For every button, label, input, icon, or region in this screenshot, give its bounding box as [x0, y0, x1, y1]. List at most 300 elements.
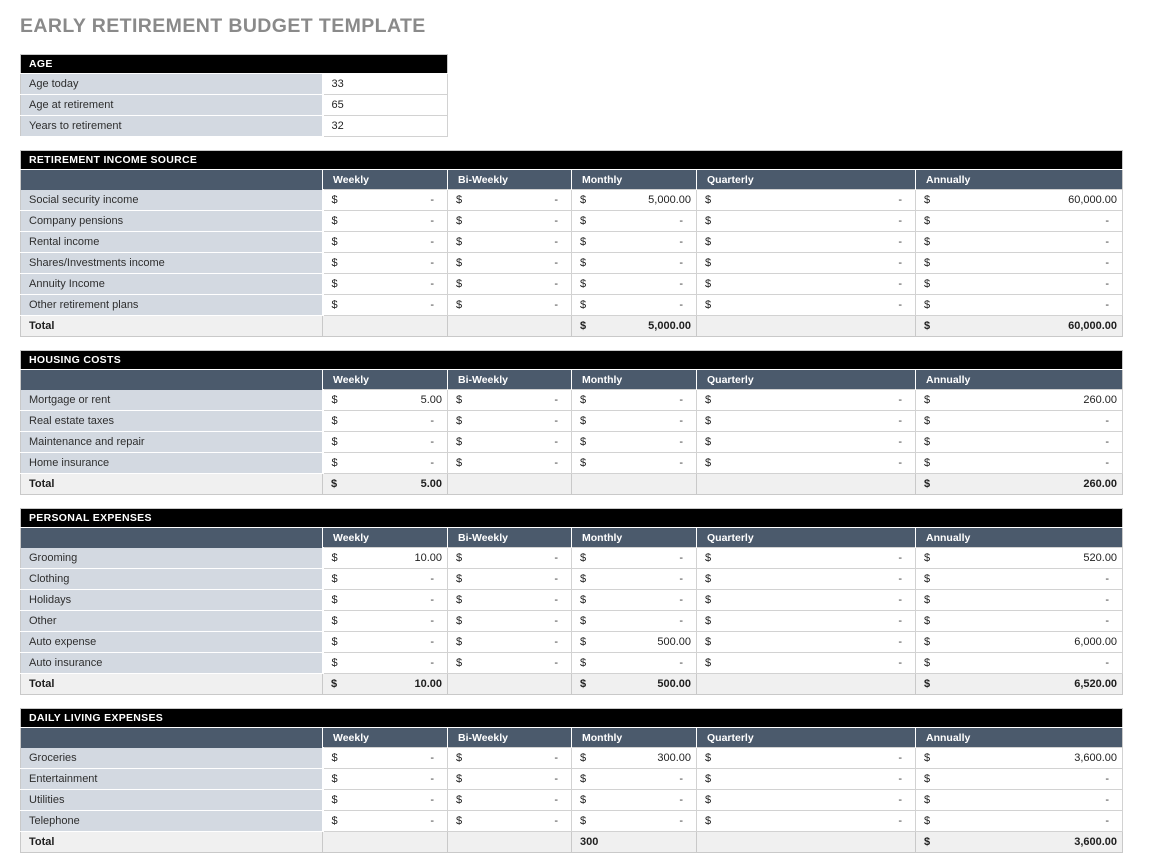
amount-value: 10.00 [414, 678, 442, 690]
age-table-body [21, 55, 448, 137]
amount-cell-annually[interactable] [916, 548, 1123, 569]
amount-cell-annually[interactable] [916, 390, 1123, 411]
currency-symbol: $ [456, 752, 463, 764]
table-row [21, 232, 1123, 253]
row-label-cell: Rental income [21, 232, 323, 253]
money-cell-content [697, 436, 915, 448]
amount-cell-quarterly[interactable] [697, 390, 916, 411]
section-bar [21, 351, 1123, 370]
currency-symbol: $ [456, 773, 463, 785]
table-row [21, 453, 1123, 474]
amount-cell-monthly[interactable] [572, 632, 697, 653]
currency-symbol: $ [456, 257, 463, 269]
amount-value: - [430, 773, 434, 785]
amount-value: - [898, 552, 902, 564]
amount-value: - [554, 636, 558, 648]
money-cell-content [324, 436, 448, 448]
money-cell-content [572, 794, 696, 806]
age-row [21, 116, 448, 137]
amount-cell-quarterly[interactable] [697, 811, 916, 832]
currency-symbol: $ [456, 194, 463, 206]
amount-cell-quarterly[interactable] [697, 411, 916, 432]
column-header-annually: Annually [916, 370, 1123, 390]
total-amount-cell-bi-weekly [448, 832, 572, 853]
amount-cell-annually[interactable] [916, 811, 1123, 832]
amount-value: - [554, 236, 558, 248]
amount-cell-quarterly[interactable] [697, 632, 916, 653]
total-amount-cell-annually [916, 832, 1123, 853]
amount-cell-weekly[interactable] [323, 569, 448, 590]
age-value-cell-age-at-retirement[interactable]: 65 [323, 95, 448, 116]
row-label-cell: Entertainment [21, 769, 323, 790]
amount-cell-quarterly[interactable] [697, 590, 916, 611]
money-cell-content [448, 257, 571, 269]
amount-cell-annually[interactable] [916, 790, 1123, 811]
amount-value: - [430, 457, 434, 469]
currency-symbol: $ [705, 615, 712, 627]
amount-value: - [1105, 615, 1110, 627]
total-row [21, 316, 1123, 337]
amount-cell-weekly[interactable] [323, 590, 448, 611]
row-label-cell: Holidays [21, 590, 323, 611]
money-cell-content [572, 636, 696, 648]
currency-symbol: $ [456, 236, 463, 248]
money-cell-content [697, 194, 915, 206]
currency-symbol: $ [456, 573, 463, 585]
amount-cell-weekly[interactable] [323, 653, 448, 674]
amount-value: - [679, 257, 683, 269]
amount-cell-annually[interactable] [916, 569, 1123, 590]
currency-symbol: $ [331, 415, 338, 427]
total-amount-cell-annually [916, 316, 1123, 337]
row-label-cell: Other retirement plans [21, 295, 323, 316]
currency-symbol: $ [580, 657, 587, 669]
amount-cell-bi-weekly[interactable] [448, 295, 572, 316]
section-title: DAILY LIVING EXPENSES [21, 709, 1123, 728]
amount-cell-weekly[interactable] [323, 811, 448, 832]
money-cell-content [572, 815, 696, 827]
amount-value: 5.00 [420, 478, 442, 490]
row-label-cell: Auto insurance [21, 653, 323, 674]
amount-cell-weekly[interactable] [323, 748, 448, 769]
amount-cell-annually[interactable] [916, 211, 1123, 232]
table-row [21, 790, 1123, 811]
currency-symbol: $ [456, 215, 463, 227]
amount-cell-annually[interactable] [916, 432, 1123, 453]
money-cell-content [697, 278, 915, 290]
table-row [21, 411, 1123, 432]
money-cell-content [572, 299, 696, 311]
column-header-weekly: Weekly [323, 170, 448, 190]
currency-symbol: $ [705, 278, 712, 290]
amount-value: - [679, 415, 683, 427]
currency-symbol: $ [705, 815, 712, 827]
table-row [21, 274, 1123, 295]
amount-value: - [898, 794, 902, 806]
total-amount-cell-annually [916, 674, 1123, 695]
amount-value: - [430, 636, 434, 648]
amount-cell-bi-weekly[interactable] [448, 253, 572, 274]
amount-value: - [554, 573, 558, 585]
amount-value: - [430, 436, 434, 448]
amount-cell-quarterly[interactable] [697, 569, 916, 590]
section-table-retirement-income-source [20, 150, 1123, 337]
money-cell-content [324, 573, 448, 585]
amount-cell-weekly[interactable] [323, 790, 448, 811]
amount-cell-weekly[interactable] [323, 411, 448, 432]
amount-value: - [554, 657, 558, 669]
row-label-cell: Clothing [21, 569, 323, 590]
amount-cell-bi-weekly[interactable] [448, 769, 572, 790]
amount-cell-bi-weekly[interactable] [448, 232, 572, 253]
amount-cell-annually[interactable] [916, 411, 1123, 432]
amount-cell-annually[interactable] [916, 274, 1123, 295]
amount-value: - [679, 615, 683, 627]
amount-cell-annually[interactable] [916, 611, 1123, 632]
total-label-cell: Total [21, 674, 323, 695]
currency-symbol: $ [705, 215, 712, 227]
amount-cell-annually[interactable] [916, 769, 1123, 790]
amount-cell-bi-weekly[interactable] [448, 411, 572, 432]
column-header-monthly: Monthly [572, 728, 697, 748]
money-cell-content [324, 594, 448, 606]
amount-cell-monthly[interactable] [572, 453, 697, 474]
amount-cell-weekly[interactable] [323, 232, 448, 253]
amount-cell-quarterly[interactable] [697, 790, 916, 811]
amount-cell-weekly[interactable] [323, 190, 448, 211]
amount-cell-quarterly[interactable] [697, 232, 916, 253]
row-label-cell: Telephone [21, 811, 323, 832]
money-cell-content [697, 657, 915, 669]
currency-symbol: $ [924, 678, 931, 690]
column-header-annually: Annually [916, 170, 1123, 190]
column-header-monthly: Monthly [572, 528, 697, 548]
amount-cell-monthly[interactable] [572, 811, 697, 832]
amount-value: - [1105, 299, 1110, 311]
currency-symbol: $ [705, 594, 712, 606]
amount-cell-bi-weekly[interactable] [448, 190, 572, 211]
amount-cell-monthly[interactable] [572, 569, 697, 590]
row-label-cell: Utilities [21, 790, 323, 811]
amount-value: - [679, 657, 683, 669]
amount-cell-weekly[interactable] [323, 253, 448, 274]
table-row [21, 748, 1123, 769]
amount-cell-weekly[interactable] [323, 632, 448, 653]
amount-cell-quarterly[interactable] [697, 253, 916, 274]
currency-symbol: $ [924, 836, 931, 848]
amount-value: - [554, 552, 558, 564]
column-header-annually: Annually [916, 528, 1123, 548]
money-cell-content [324, 752, 448, 764]
money-cell-content [448, 573, 571, 585]
money-cell-content [448, 299, 571, 311]
amount-value: - [898, 278, 902, 290]
currency-symbol: $ [580, 815, 587, 827]
row-label-cell: Auto expense [21, 632, 323, 653]
amount-value: 5.00 [420, 394, 442, 406]
currency-symbol: $ [924, 615, 931, 627]
amount-cell-monthly[interactable] [572, 190, 697, 211]
amount-value: - [679, 794, 683, 806]
age-row [21, 95, 448, 116]
money-cell-content [697, 752, 915, 764]
amount-value: - [1105, 215, 1110, 227]
amount-cell-annually[interactable] [916, 253, 1123, 274]
currency-symbol: $ [705, 436, 712, 448]
amount-value: - [554, 457, 558, 469]
money-cell-content [916, 752, 1122, 764]
currency-symbol: $ [924, 299, 931, 311]
money-cell-content [448, 752, 571, 764]
amount-value: - [679, 436, 683, 448]
money-cell-content [916, 678, 1122, 690]
currency-symbol: $ [456, 594, 463, 606]
amount-cell-quarterly[interactable] [697, 611, 916, 632]
amount-cell-quarterly[interactable] [697, 453, 916, 474]
amount-value: - [430, 278, 434, 290]
money-cell-content [697, 457, 915, 469]
amount-value: - [430, 794, 434, 806]
amount-cell-weekly[interactable] [323, 769, 448, 790]
currency-symbol: $ [331, 594, 338, 606]
amount-value: 6,000.00 [1074, 636, 1118, 648]
amount-value: - [430, 815, 434, 827]
amount-cell-bi-weekly[interactable] [448, 811, 572, 832]
amount-cell-monthly[interactable] [572, 653, 697, 674]
column-header-quarterly: Quarterly [697, 528, 916, 548]
amount-value: - [430, 257, 434, 269]
amount-cell-quarterly[interactable] [697, 190, 916, 211]
amount-cell-quarterly[interactable] [697, 432, 916, 453]
amount-cell-weekly[interactable] [323, 295, 448, 316]
amount-cell-annually[interactable] [916, 190, 1123, 211]
amount-cell-quarterly[interactable] [697, 769, 916, 790]
money-cell-content [916, 278, 1122, 290]
amount-cell-monthly[interactable] [572, 253, 697, 274]
row-label-cell: Other [21, 611, 323, 632]
section-bar [21, 151, 1123, 170]
currency-symbol: $ [456, 636, 463, 648]
money-cell-content [448, 773, 571, 785]
section-bar [21, 709, 1123, 728]
amount-value: - [1105, 415, 1110, 427]
money-cell-content [916, 320, 1122, 332]
currency-symbol: $ [580, 320, 587, 332]
amount-cell-monthly[interactable] [572, 432, 697, 453]
amount-value: - [554, 615, 558, 627]
amount-cell-annually[interactable] [916, 232, 1123, 253]
budget-sections [20, 150, 1150, 853]
amount-cell-monthly[interactable] [572, 769, 697, 790]
currency-symbol: $ [331, 552, 338, 564]
currency-symbol: $ [924, 657, 931, 669]
currency-symbol: $ [456, 552, 463, 564]
age-value-cell-age-today[interactable]: 33 [323, 74, 448, 95]
amount-value: - [554, 394, 558, 406]
amount-cell-monthly[interactable] [572, 274, 697, 295]
amount-value: - [898, 457, 902, 469]
currency-symbol: $ [580, 215, 587, 227]
total-plain-value-cell-monthly[interactable]: 300 [572, 832, 697, 853]
amount-cell-weekly[interactable] [323, 211, 448, 232]
amount-cell-bi-weekly[interactable] [448, 453, 572, 474]
table-row [21, 390, 1123, 411]
amount-value: - [679, 773, 683, 785]
money-cell-content [572, 215, 696, 227]
amount-value: - [1105, 457, 1110, 469]
amount-cell-bi-weekly[interactable] [448, 432, 572, 453]
money-cell-content [448, 457, 571, 469]
currency-symbol: $ [456, 794, 463, 806]
column-header-spacer [21, 170, 323, 190]
table-row [21, 632, 1123, 653]
currency-symbol: $ [705, 752, 712, 764]
table-row [21, 590, 1123, 611]
amount-value: - [430, 299, 434, 311]
currency-symbol: $ [705, 236, 712, 248]
currency-symbol: $ [924, 773, 931, 785]
column-header-bi-weekly: Bi-Weekly [448, 170, 572, 190]
money-cell-content [572, 436, 696, 448]
amount-cell-annually[interactable] [916, 748, 1123, 769]
amount-value: 60,000.00 [1068, 320, 1118, 332]
amount-cell-quarterly[interactable] [697, 748, 916, 769]
money-cell-content [324, 794, 448, 806]
age-row-label: Years to retirement [21, 116, 323, 137]
currency-symbol: $ [924, 436, 931, 448]
amount-cell-quarterly[interactable] [697, 211, 916, 232]
amount-value: - [430, 573, 434, 585]
currency-symbol: $ [580, 678, 587, 690]
amount-value: 3,600.00 [1074, 836, 1118, 848]
amount-cell-monthly[interactable] [572, 295, 697, 316]
table-row [21, 611, 1123, 632]
amount-value: - [1105, 815, 1110, 827]
total-amount-cell-weekly [323, 832, 448, 853]
money-cell-content [448, 394, 571, 406]
amount-cell-weekly[interactable] [323, 548, 448, 569]
money-cell-content [324, 773, 448, 785]
amount-value: - [898, 236, 902, 248]
amount-cell-quarterly[interactable] [697, 274, 916, 295]
column-header-row [21, 528, 1123, 548]
amount-cell-monthly[interactable] [572, 548, 697, 569]
amount-cell-bi-weekly[interactable] [448, 653, 572, 674]
amount-cell-weekly[interactable] [323, 611, 448, 632]
amount-cell-bi-weekly[interactable] [448, 569, 572, 590]
money-cell-content [324, 615, 448, 627]
column-header-quarterly: Quarterly [697, 370, 916, 390]
money-cell-content [697, 236, 915, 248]
amount-cell-monthly[interactable] [572, 411, 697, 432]
currency-symbol: $ [331, 457, 338, 469]
amount-cell-monthly[interactable] [572, 211, 697, 232]
currency-symbol: $ [580, 236, 587, 248]
column-header-quarterly: Quarterly [697, 170, 916, 190]
currency-symbol: $ [705, 636, 712, 648]
money-cell-content [324, 815, 448, 827]
amount-cell-monthly[interactable] [572, 611, 697, 632]
amount-value: - [679, 236, 683, 248]
amount-value: 5,000.00 [648, 194, 691, 206]
amount-cell-monthly[interactable] [572, 590, 697, 611]
table-row [21, 211, 1123, 232]
currency-symbol: $ [331, 236, 338, 248]
amount-value: - [898, 415, 902, 427]
amount-value: - [679, 215, 683, 227]
total-label-cell: Total [21, 474, 323, 495]
section-table-personal-expenses [20, 508, 1123, 695]
amount-cell-weekly[interactable] [323, 432, 448, 453]
age-value-cell-years-to-retirement[interactable]: 32 [323, 116, 448, 137]
currency-symbol: $ [456, 457, 463, 469]
total-amount-cell-annually [916, 474, 1123, 495]
amount-cell-annually[interactable] [916, 295, 1123, 316]
amount-cell-bi-weekly[interactable] [448, 211, 572, 232]
amount-cell-quarterly[interactable] [697, 295, 916, 316]
money-cell-content [697, 815, 915, 827]
amount-value: - [1105, 657, 1110, 669]
amount-cell-bi-weekly[interactable] [448, 590, 572, 611]
amount-value: 520.00 [1083, 552, 1118, 564]
amount-cell-bi-weekly[interactable] [448, 390, 572, 411]
amount-cell-quarterly[interactable] [697, 653, 916, 674]
amount-cell-bi-weekly[interactable] [448, 748, 572, 769]
amount-cell-bi-weekly[interactable] [448, 790, 572, 811]
amount-cell-bi-weekly[interactable] [448, 274, 572, 295]
amount-cell-monthly[interactable] [572, 390, 697, 411]
amount-cell-weekly[interactable] [323, 390, 448, 411]
amount-cell-annually[interactable] [916, 453, 1123, 474]
amount-cell-annually[interactable] [916, 653, 1123, 674]
currency-symbol: $ [331, 436, 338, 448]
amount-cell-bi-weekly[interactable] [448, 611, 572, 632]
currency-symbol: $ [580, 415, 587, 427]
amount-value: - [554, 194, 558, 206]
currency-symbol: $ [580, 636, 587, 648]
amount-cell-bi-weekly[interactable] [448, 632, 572, 653]
money-cell-content [572, 752, 696, 764]
amount-cell-quarterly[interactable] [697, 548, 916, 569]
money-cell-content [572, 457, 696, 469]
amount-cell-weekly[interactable] [323, 453, 448, 474]
column-header-spacer [21, 370, 323, 390]
money-cell-content [572, 678, 696, 690]
currency-symbol: $ [924, 752, 931, 764]
amount-cell-monthly[interactable] [572, 790, 697, 811]
money-cell-content [697, 215, 915, 227]
currency-symbol: $ [456, 436, 463, 448]
total-amount-cell-quarterly [697, 832, 916, 853]
amount-cell-bi-weekly[interactable] [448, 548, 572, 569]
amount-value: - [430, 236, 434, 248]
amount-cell-monthly[interactable] [572, 232, 697, 253]
money-cell-content [697, 594, 915, 606]
money-cell-content [572, 615, 696, 627]
money-cell-content [916, 615, 1122, 627]
section-title: RETIREMENT INCOME SOURCE [21, 151, 1123, 170]
money-cell-content [916, 552, 1122, 564]
currency-symbol: $ [331, 678, 338, 690]
money-cell-content [916, 236, 1122, 248]
amount-cell-annually[interactable] [916, 632, 1123, 653]
currency-symbol: $ [456, 299, 463, 311]
currency-symbol: $ [580, 752, 587, 764]
currency-symbol: $ [924, 594, 931, 606]
amount-cell-monthly[interactable] [572, 748, 697, 769]
amount-cell-annually[interactable] [916, 590, 1123, 611]
amount-cell-weekly[interactable] [323, 274, 448, 295]
